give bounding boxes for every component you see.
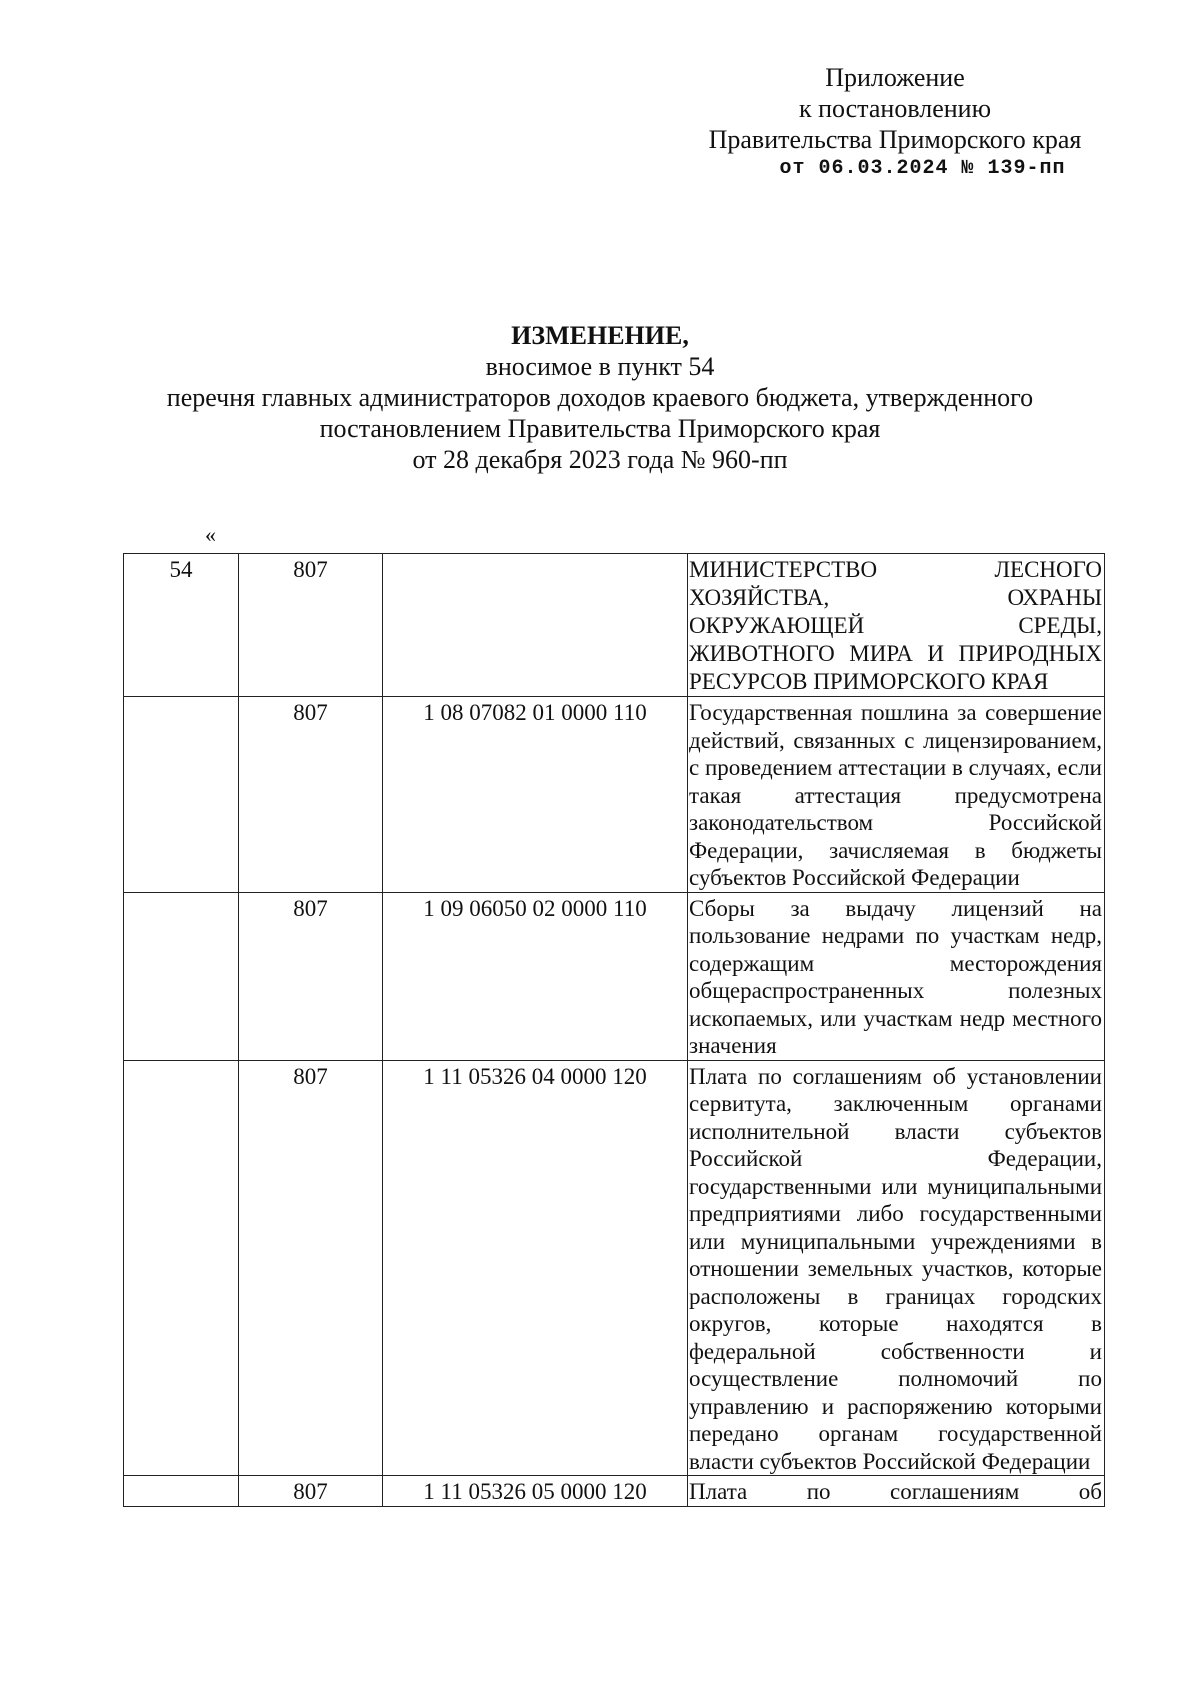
table-row (124, 1476, 1105, 1507)
table-row (124, 554, 1105, 697)
title-line-4: постановлением Правительства Приморского края (319, 414, 881, 443)
row-number-cell (124, 1476, 239, 1507)
title-line-2: вносимое в пункт 54 (485, 352, 715, 381)
appendix-line-2: к постановлению (798, 94, 992, 123)
budget-classification-code-cell: 1 08 07082 01 0000 110 (383, 697, 688, 893)
budget-classification-code-cell: 1 11 05326 05 0000 120 (383, 1476, 688, 1507)
appendix-line-3: Правительства Приморского края (708, 125, 1082, 154)
administrator-code-cell: 807 (239, 697, 383, 893)
title-line-5: от 28 декабря 2023 года № 960-пп (412, 445, 788, 474)
document-title-block (60, 320, 1140, 475)
row-number-cell (124, 697, 239, 893)
budget-classification-code-cell: 1 09 06050 02 0000 110 (383, 892, 688, 1060)
document-title: ИЗМЕНЕНИЕ, (511, 321, 689, 350)
title-line-3: перечня главных администраторов доходов краевого бюджета, утвержденного (166, 383, 1034, 412)
description-cell: Плата по соглашениям об (688, 1476, 1105, 1507)
description-cell: Плата по соглашениям об установлении сервитута, заключенным органами исполнительной власти субъектов Российской Федерации, государственными или муниципальными предприятиями либо государственными или муниципальными учреждениями в отношении земельных участков, которые расположены в границах городских округов, которые находятся в федеральной собственности и осуществление полномочий по управлению и распоряжению которыми передано органам государственной власти субъектов Российской Федерации (688, 1060, 1105, 1476)
table-row (124, 892, 1105, 1060)
description-cell: МИНИСТЕРСТВО ЛЕСНОГО ХОЗЯЙСТВА, ОХРАНЫ ОКРУЖАЮЩЕЙ СРЕДЫ, ЖИВОТНОГО МИРА И ПРИРОДНЫХ РЕСУРСОВ ПРИМОРСКОГО КРАЯ (688, 554, 1105, 697)
row-number-cell (124, 892, 239, 1060)
opening-quote-mark: « (205, 522, 216, 547)
administrator-code-cell: 807 (239, 1476, 383, 1507)
table-row (124, 697, 1105, 893)
appendix-line-1: Приложение (825, 63, 965, 92)
description-cell: Государственная пошлина за совершение действий, связанных с лицензированием, с проведением аттестации в случаях, если такая аттестация предусмотрена законодательством Российской Федерации, зачисляемая в бюджеты субъектов Российской Федерации (688, 697, 1105, 893)
table-row (124, 1060, 1105, 1476)
administrator-code-cell: 807 (239, 1060, 383, 1476)
row-number-cell (124, 1060, 239, 1476)
appendix-header (645, 62, 1145, 183)
administrators-table (123, 553, 1105, 1507)
appendix-number: от 06.03.2024 № 139-пп (779, 157, 1066, 180)
budget-classification-code-cell (383, 554, 688, 697)
administrator-code-cell: 807 (239, 554, 383, 697)
description-cell: Сборы за выдачу лицензий на пользование недрами по участкам недр, содержащим месторождения общераспространенных полезных ископаемых, или участкам недр местного значения (688, 892, 1105, 1060)
budget-classification-code-cell: 1 11 05326 04 0000 120 (383, 1060, 688, 1476)
administrator-code-cell: 807 (239, 892, 383, 1060)
row-number-cell: 54 (124, 554, 239, 697)
